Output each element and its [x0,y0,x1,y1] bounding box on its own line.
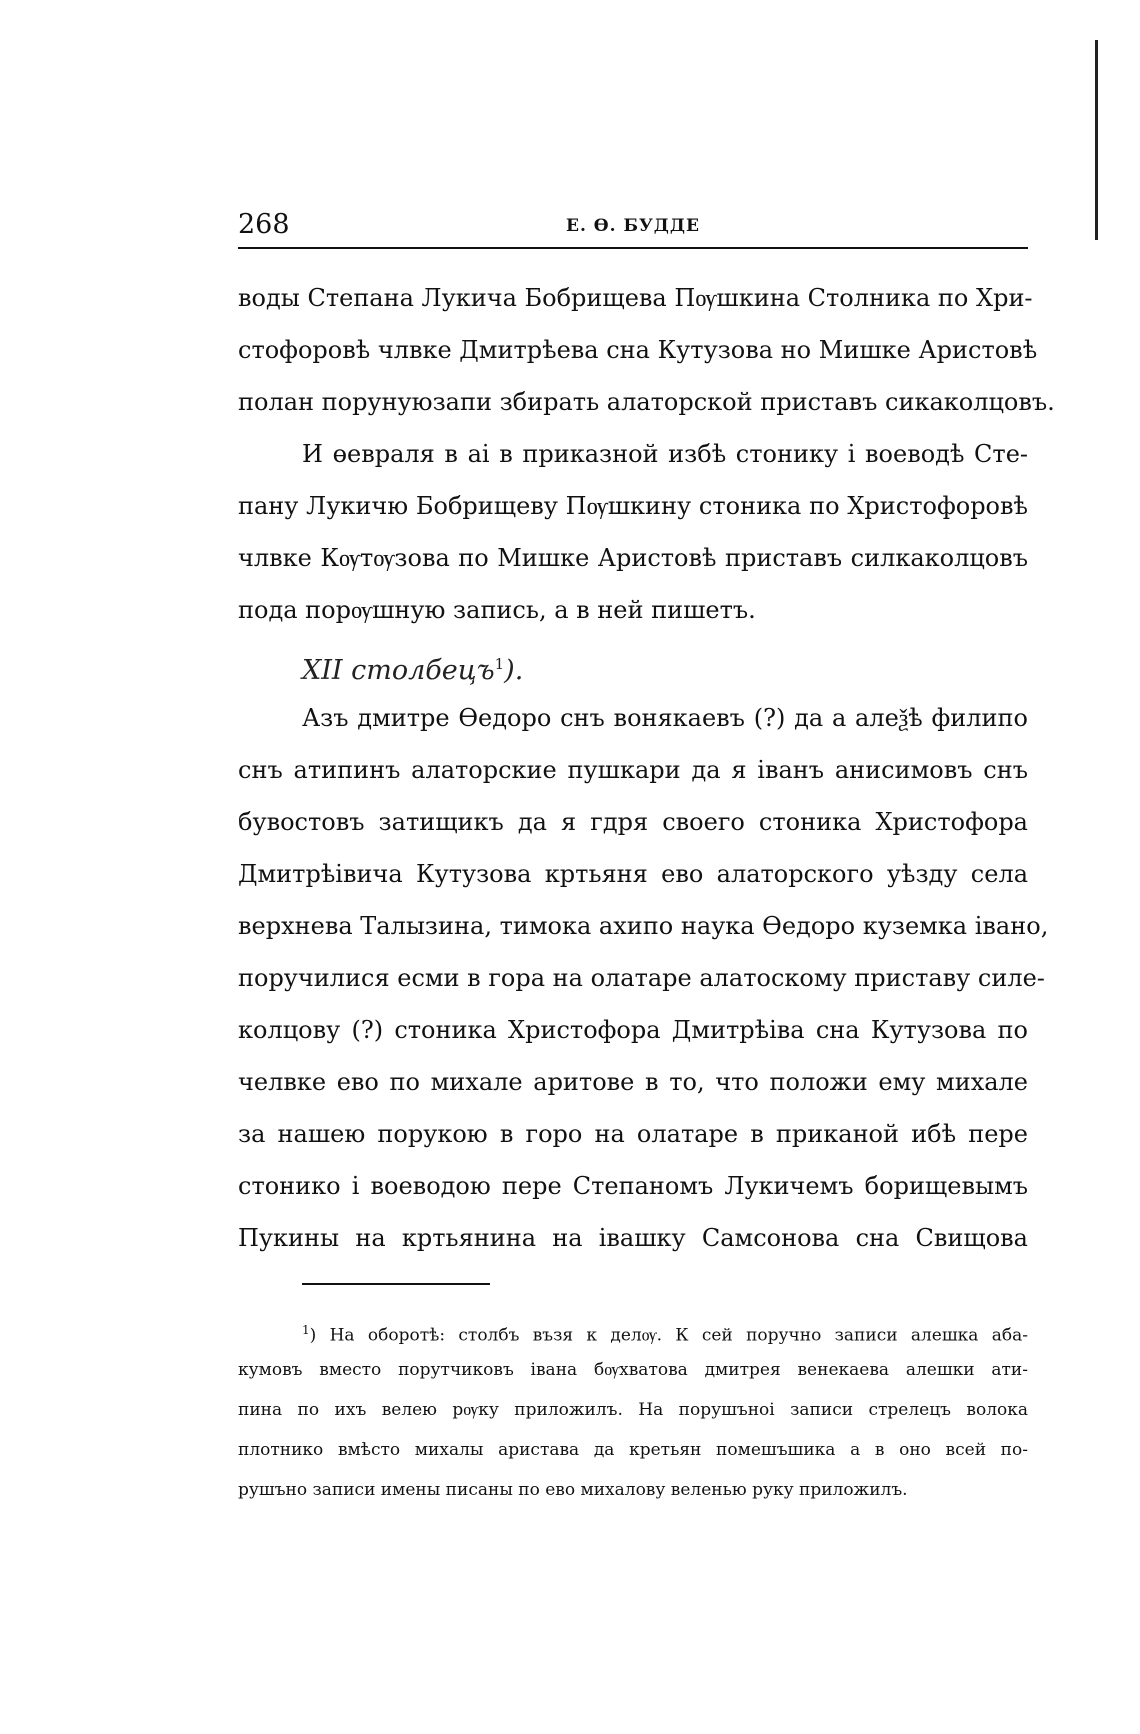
text-line: стофоровѣ члвке Дмитрѣева сна Кутузова но Мишке Аристовѣ [238,336,1038,364]
footnote-line: рушъно записи имены писаны по ево михалову веленью руку приложилъ. [238,1480,908,1500]
footnote-line-text: ) На оборотѣ: столбъ възя к делѹ. К сей поручно записи алешка аба- [309,1325,1028,1346]
footnote [238,1310,1028,1510]
footnote-line: кумовъ вместо порутчиковъ івана бѹхватова дмитрея венекаева алешки ати- [238,1360,1028,1380]
scan-edge-line [1095,40,1098,240]
text-line: пода порѹшную запись, а в ней пишетъ. [238,596,756,624]
text-line: воды Степана Лукича Бобрищева Пѹшкина Столника по Хри- [238,284,1033,312]
text-line: стонико і воеводою пере Степаномъ Лукичемъ борищевымъ [238,1172,1028,1200]
text-line: пану Лукичю Бобрищеву Пѹшкину стоника по Христофоровѣ [238,492,1028,520]
page-header [238,205,1028,249]
header-rule [238,247,1028,249]
text-line: челвке ево по михале аритове в то, что положи ему михале [238,1068,1028,1096]
text-line: Дмитрѣівича Кутузова кртьяня ево алаторского уѣзду села [238,860,1028,888]
text-line: снъ атипинъ алаторские пушкари да я іванъ анисимовъ снъ [238,756,1028,784]
footnote-line: пина по ихъ велею рѹку приложилъ. На порушъноі записи стрелецъ волока [238,1400,1028,1420]
section-heading: XII столбецъ$^1$). [302,655,524,686]
text-line: поручилися есми в гора на олатаре алатоскому приставу силе- [238,964,1045,992]
footnote-line [238,1310,1028,1350]
body-text [238,272,1055,1264]
text-line: бувостовъ затищикъ да я гдря своего стоника Христофора [238,808,1028,836]
text-line: за нашею порукою в горо на олатаре в приканой ибѣ пере [238,1120,1028,1148]
running-title: Е. Ө. БУДДЕ [566,216,700,236]
footnote-reference: 1 [494,655,505,673]
text-line: верхнева Талызина, тимока ахипо наука Өедоро куземка івано, [238,912,1049,940]
footnote-line: плотнико вмѣсто михалы аристава да кретьян помешъшика а в оно всей по- [238,1440,1028,1460]
section-heading-text: XII столбецъ [302,655,495,686]
footnote-marker: 1 [302,1323,310,1337]
page-number: 268 [238,209,290,240]
text-line: И өевраля в аі в приказной избѣ стонику і воеводѣ Сте- [302,440,1028,468]
footnote-rule [302,1283,490,1285]
text-line: члвке Кѹтѹзова по Мишке Аристовѣ приставъ силкаколцовъ [238,544,1028,572]
text-line: колцову (?) стоника Христофора Дмитрѣіва сна Кутузова по [238,1016,1028,1044]
text-line: Пукины на кртьянина на івашку Самсонова сна Свищова [238,1224,1028,1252]
text-line: полан порунуюзапи збирать алаторской приставъ сикаколцовъ. [238,388,1055,416]
text-line: Азъ дмитре Өедоро снъ вонякаевъ (?) да а алеѯѣ филипо [302,704,1028,732]
